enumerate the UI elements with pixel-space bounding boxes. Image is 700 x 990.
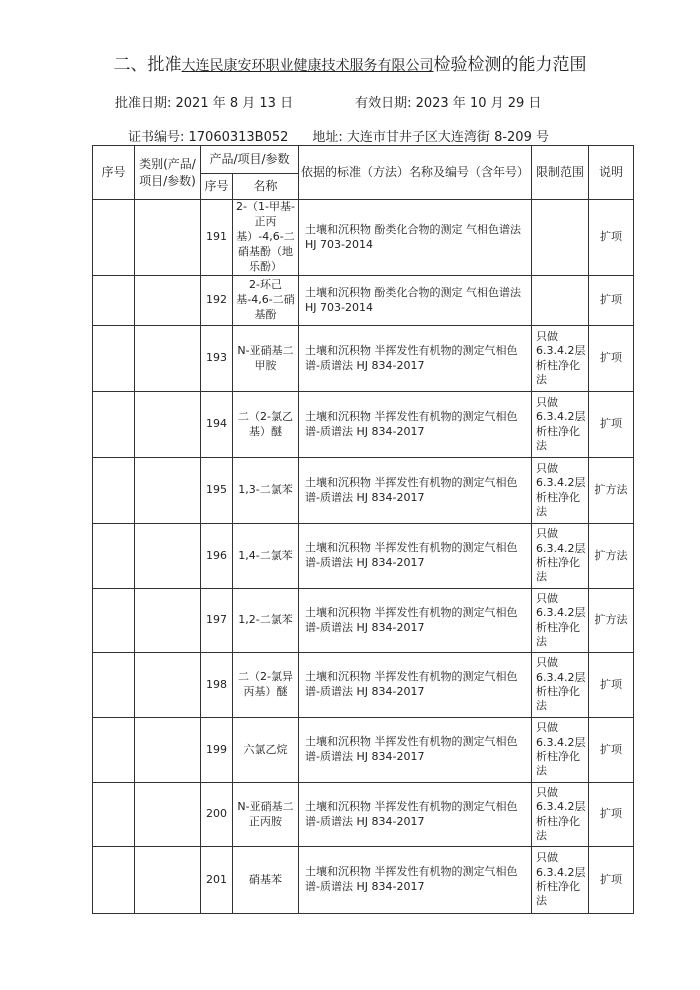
standard-name: 土壤和沉积物 半挥发性有机物的测定气相色谱-质谱法 HJ 834-2017 [299,847,532,914]
cert-line [128,126,549,145]
standard-name: 土壤和沉积物 酚类化合物的测定 气相色谱法 HJ 703-2014 [299,276,532,326]
table-row [93,200,634,276]
header-sub-seq: 序号 [201,174,233,200]
standard-name: 土壤和沉积物 半挥发性有机物的测定气相色谱-质谱法 HJ 834-2017 [299,458,532,524]
title-prefix: 二、批准 [113,55,182,75]
row-category [135,847,201,914]
note: 扩项 [589,783,634,847]
table-row [93,392,634,458]
standard-name: 土壤和沉积物 半挥发性有机物的测定气相色谱-质谱法 HJ 834-2017 [299,653,532,718]
standard-name: 土壤和沉积物 半挥发性有机物的测定气相色谱-质谱法 HJ 834-2017 [299,392,532,458]
item-name: N-亚硝基二正丙胺 [233,783,299,847]
note: 扩方法 [589,589,634,653]
header-note: 说明 [589,146,634,200]
row-category [135,718,201,783]
table-row [93,653,634,718]
note: 扩项 [589,326,634,392]
row-seq [93,200,135,276]
table-row [93,718,634,783]
standard-name: 土壤和沉积物 半挥发性有机物的测定气相色谱-质谱法 HJ 834-2017 [299,326,532,392]
row-seq [93,276,135,326]
row-seq [93,458,135,524]
note: 扩项 [589,392,634,458]
limit-range: 只做6.3.4.2层析柱净化法 [532,392,589,458]
note: 扩项 [589,200,634,276]
row-category [135,200,201,276]
header-sub-name: 名称 [233,174,299,200]
row-category [135,524,201,589]
header-limit: 限制范围 [532,146,589,200]
standard-name: 土壤和沉积物 半挥发性有机物的测定气相色谱-质谱法 HJ 834-2017 [299,589,532,653]
header-category: 类别(产品/项目/参数) [135,146,201,200]
item-name: 2-（1-甲基-正丙基）-4,6-二硝基酚（地乐酚） [233,200,299,276]
row-seq [93,847,135,914]
item-number: 195 [201,458,233,524]
row-category [135,326,201,392]
note: 扩项 [589,276,634,326]
limit-range: 只做6.3.4.2层析柱净化法 [532,458,589,524]
item-number: 201 [201,847,233,914]
item-name: 硝基苯 [233,847,299,914]
date-line [115,92,541,111]
header-seq: 序号 [93,146,135,200]
row-seq [93,653,135,718]
item-number: 196 [201,524,233,589]
row-category [135,458,201,524]
org-name: 大连民康安环职业健康技术服务有限公司 [181,58,434,74]
limit-range [532,276,589,326]
limit-range: 只做6.3.4.2层析柱净化法 [532,326,589,392]
item-name: 1,2-二氯苯 [233,589,299,653]
standard-name: 土壤和沉积物 半挥发性有机物的测定气相色谱-质谱法 HJ 834-2017 [299,718,532,783]
table-row [93,458,634,524]
limit-range: 只做6.3.4.2层析柱净化法 [532,718,589,783]
table-row [93,524,634,589]
row-category [135,653,201,718]
row-category [135,276,201,326]
item-name: 1,3-二氯苯 [233,458,299,524]
table-row [93,783,634,847]
row-seq [93,589,135,653]
limit-range: 只做6.3.4.2层析柱净化法 [532,783,589,847]
row-seq [93,392,135,458]
note: 扩方法 [589,524,634,589]
limit-range [532,200,589,276]
header-product-group: 产品/项目/参数 [201,146,299,174]
limit-range: 只做6.3.4.2层析柱净化法 [532,524,589,589]
row-category [135,783,201,847]
standard-name: 土壤和沉积物 半挥发性有机物的测定气相色谱-质谱法 HJ 834-2017 [299,783,532,847]
cert-number: 证书编号: 17060313B052 [128,130,289,145]
item-name: 六氯乙烷 [233,718,299,783]
row-seq [93,783,135,847]
note: 扩项 [589,847,634,914]
item-number: 192 [201,276,233,326]
limit-range: 只做6.3.4.2层析柱净化法 [532,589,589,653]
note: 扩项 [589,718,634,783]
table-row [93,589,634,653]
standard-name: 土壤和沉积物 酚类化合物的测定 气相色谱法 HJ 703-2014 [299,200,532,276]
valid-date: 有效日期: 2023 年 10 月 29 日 [355,96,542,111]
item-number: 199 [201,718,233,783]
capability-table [92,145,634,914]
table-row [93,326,634,392]
table-row [93,847,634,914]
item-name: 2-环己基-4,6-二硝基酚 [233,276,299,326]
limit-range: 只做6.3.4.2层析柱净化法 [532,653,589,718]
row-seq [93,524,135,589]
item-number: 197 [201,589,233,653]
item-name: N-亚硝基二甲胺 [233,326,299,392]
item-name: 1,4-二氯苯 [233,524,299,589]
standard-name: 土壤和沉积物 半挥发性有机物的测定气相色谱-质谱法 HJ 834-2017 [299,524,532,589]
note: 扩方法 [589,458,634,524]
item-number: 191 [201,200,233,276]
limit-range: 只做6.3.4.2层析柱净化法 [532,847,589,914]
row-category [135,392,201,458]
item-number: 193 [201,326,233,392]
item-number: 194 [201,392,233,458]
address: 地址: 大连市甘井子区大连湾街 8-209 号 [312,130,549,145]
approval-date: 批准日期: 2021 年 8 月 13 日 [115,96,294,111]
row-seq [93,718,135,783]
row-seq [93,326,135,392]
item-number: 198 [201,653,233,718]
header-standard: 依据的标准（方法）名称及编号（含年号） [299,146,532,200]
page-title [0,50,700,75]
item-number: 200 [201,783,233,847]
table-row [93,276,634,326]
title-suffix: 检验检测的能力范围 [433,55,587,75]
row-category [135,589,201,653]
note: 扩项 [589,653,634,718]
item-name: 二（2-氯异丙基）醚 [233,653,299,718]
item-name: 二（2-氯乙基）醚 [233,392,299,458]
